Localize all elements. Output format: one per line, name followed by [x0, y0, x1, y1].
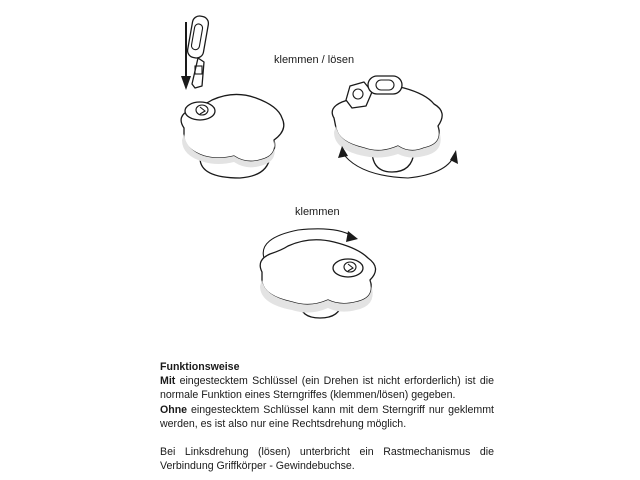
para1-bold: Mit — [160, 375, 176, 388]
label-clamp-release: klemmen / lösen — [274, 54, 355, 66]
para2-bold: Ohne — [160, 403, 188, 416]
description-paragraph-1 — [160, 374, 494, 402]
description-paragraph-2 — [160, 403, 494, 431]
description-heading: Funktionsweise — [160, 361, 240, 373]
star-knob — [260, 240, 376, 318]
knob-no-key-illustration — [248, 218, 388, 336]
description-paragraph-3: Bei Linksdrehung (lösen) unterbricht ein Rastmechanismus die Verbindung Griffkörper - Gewindebuchse. — [160, 446, 494, 473]
star-knob — [181, 94, 284, 178]
para1-text: eingestecktem Schlüssel (ein Drehen ist nicht erforderlich) ist die normale Funktion eines Sterngriffes (klemmen/lösen) gegeben. — [160, 375, 494, 402]
para2-text: eingestecktem Schlüssel kann mit dem Sterngriff nur geklemmt werden, es ist also nur eine Rechtsdrehung möglich. — [160, 403, 494, 430]
label-clamp: klemmen — [295, 206, 340, 218]
function-description — [160, 360, 494, 473]
knob-key-inserted-illustration — [328, 72, 468, 190]
knob-key-insert-illustration — [160, 10, 310, 185]
